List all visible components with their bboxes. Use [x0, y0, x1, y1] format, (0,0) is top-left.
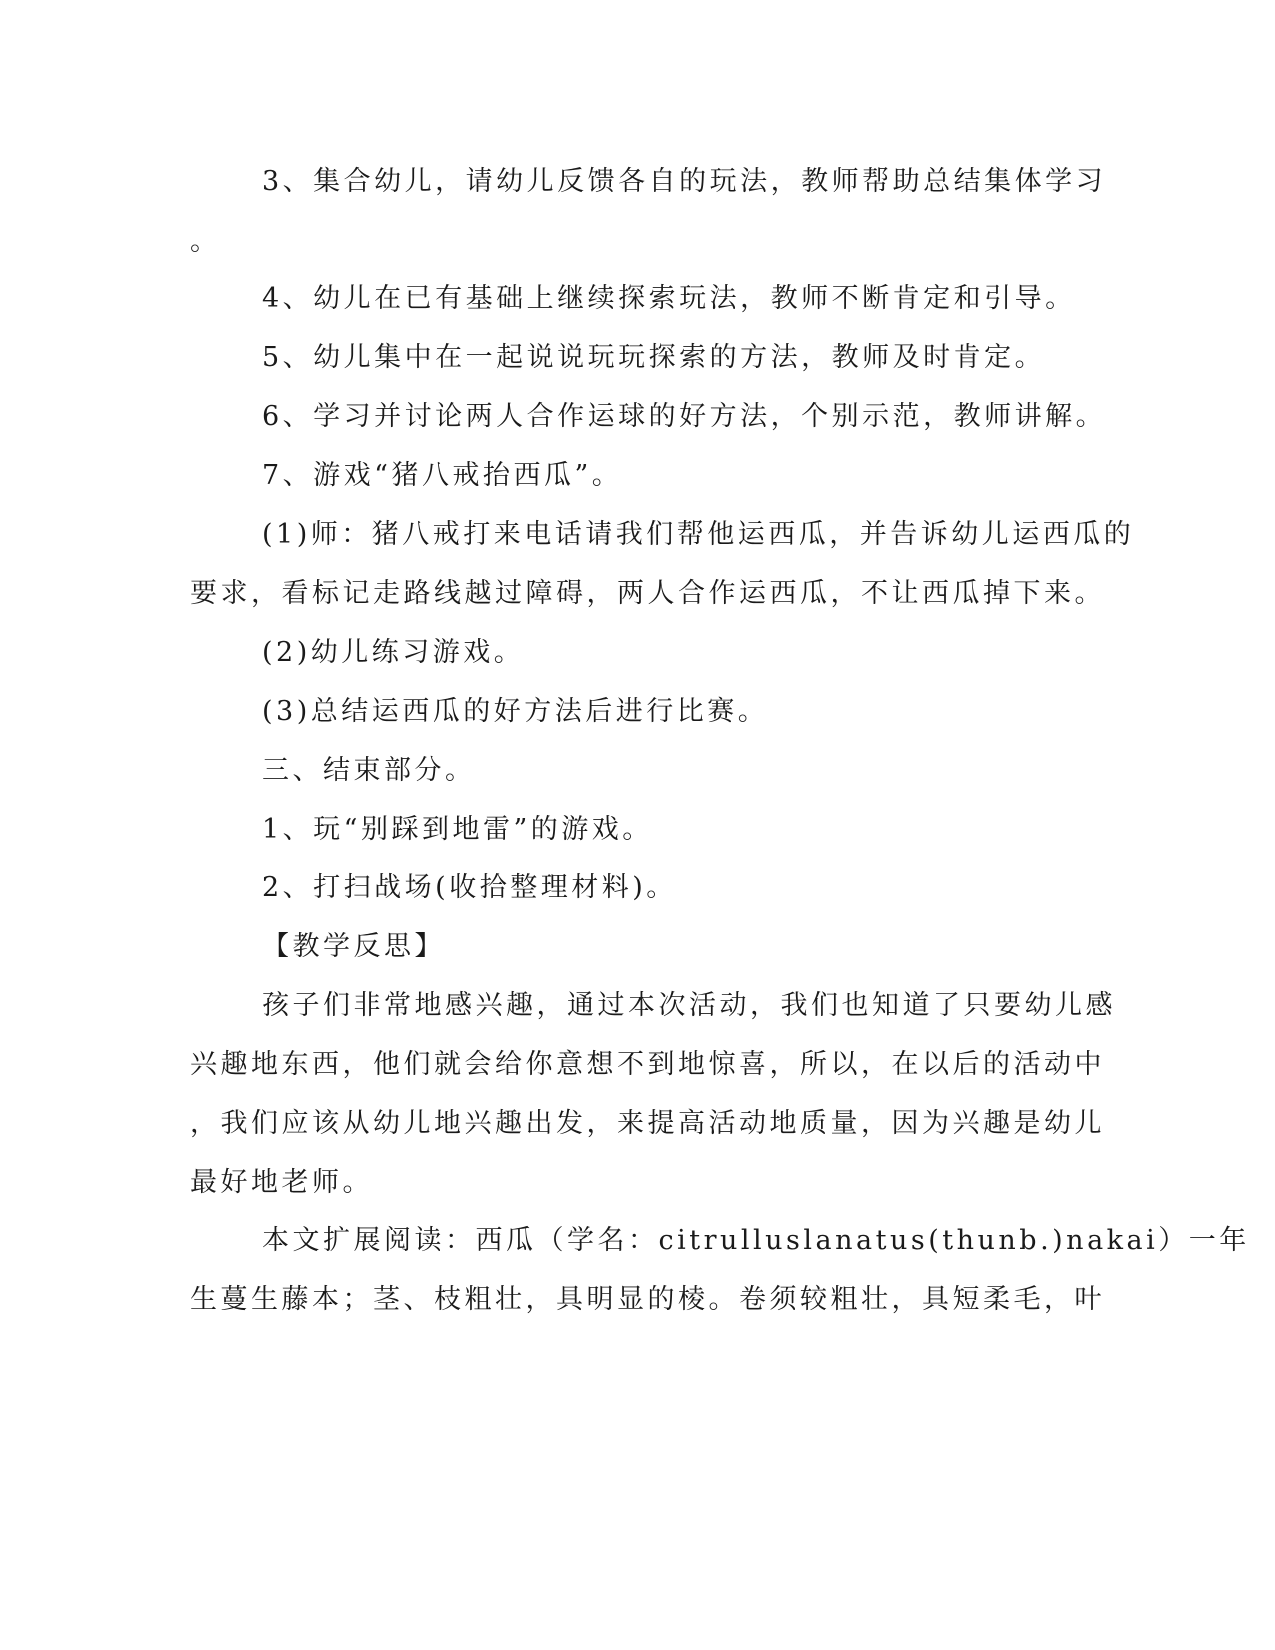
- text-line-step-3: 3、集合幼儿，请幼儿反馈各自的玩法，教师帮助总结集体学习: [262, 166, 1107, 197]
- text-line-step-4: 4、幼儿在已有基础上继续探索玩法，教师不断肯定和引导。: [262, 283, 1076, 314]
- text-line-reflection-3: ，我们应该从幼儿地兴趣出发，来提高活动地质量，因为兴趣是幼儿: [190, 1108, 1105, 1139]
- text-line-extended-reading-2: 生蔓生藤本；茎、枝粗壮，具明显的棱。卷须较粗壮，具短柔毛，叶: [190, 1284, 1105, 1315]
- text-line-reflection-1: 孩子们非常地感兴趣，通过本次活动，我们也知道了只要幼儿感: [262, 990, 1116, 1021]
- text-line-ending-1: 1、玩“别踩到地雷”的游戏。: [262, 814, 653, 845]
- text-line-step-6: 6、学习并讨论两人合作运球的好方法，个别示范，教师讲解。: [262, 401, 1107, 432]
- text-line-reflection-4: 最好地老师。: [190, 1167, 373, 1198]
- text-line-substep-1-continuation: 要求，看标记走路线越过障碍，两人合作运西瓜，不让西瓜掉下来。: [190, 578, 1105, 609]
- text-line-step-3-continuation: 。: [190, 226, 221, 257]
- text-line-ending-2: 2、打扫战场(收拾整理材料)。: [262, 872, 677, 903]
- text-line-extended-reading-1: 本文扩展阅读：西瓜（学名：citrulluslanatus(thunb.)nakai）一年: [262, 1225, 1250, 1256]
- section-heading-reflection: 【教学反思】: [262, 931, 445, 962]
- text-line-step-7: 7、游戏“猪八戒抬西瓜”。: [262, 460, 623, 491]
- text-line-substep-3: (3)总结运西瓜的好方法后进行比赛。: [262, 696, 769, 727]
- section-heading-ending: 三、结束部分。: [262, 755, 476, 786]
- text-line-step-5: 5、幼儿集中在一起说说玩玩探索的方法，教师及时肯定。: [262, 342, 1046, 373]
- text-line-substep-2: (2)幼儿练习游戏。: [262, 637, 525, 668]
- text-line-reflection-2: 兴趣地东西，他们就会给你意想不到地惊喜，所以，在以后的活动中: [190, 1049, 1105, 1080]
- text-line-substep-1: (1)师：猪八戒打来电话请我们帮他运西瓜，并告诉幼儿运西瓜的: [262, 519, 1135, 550]
